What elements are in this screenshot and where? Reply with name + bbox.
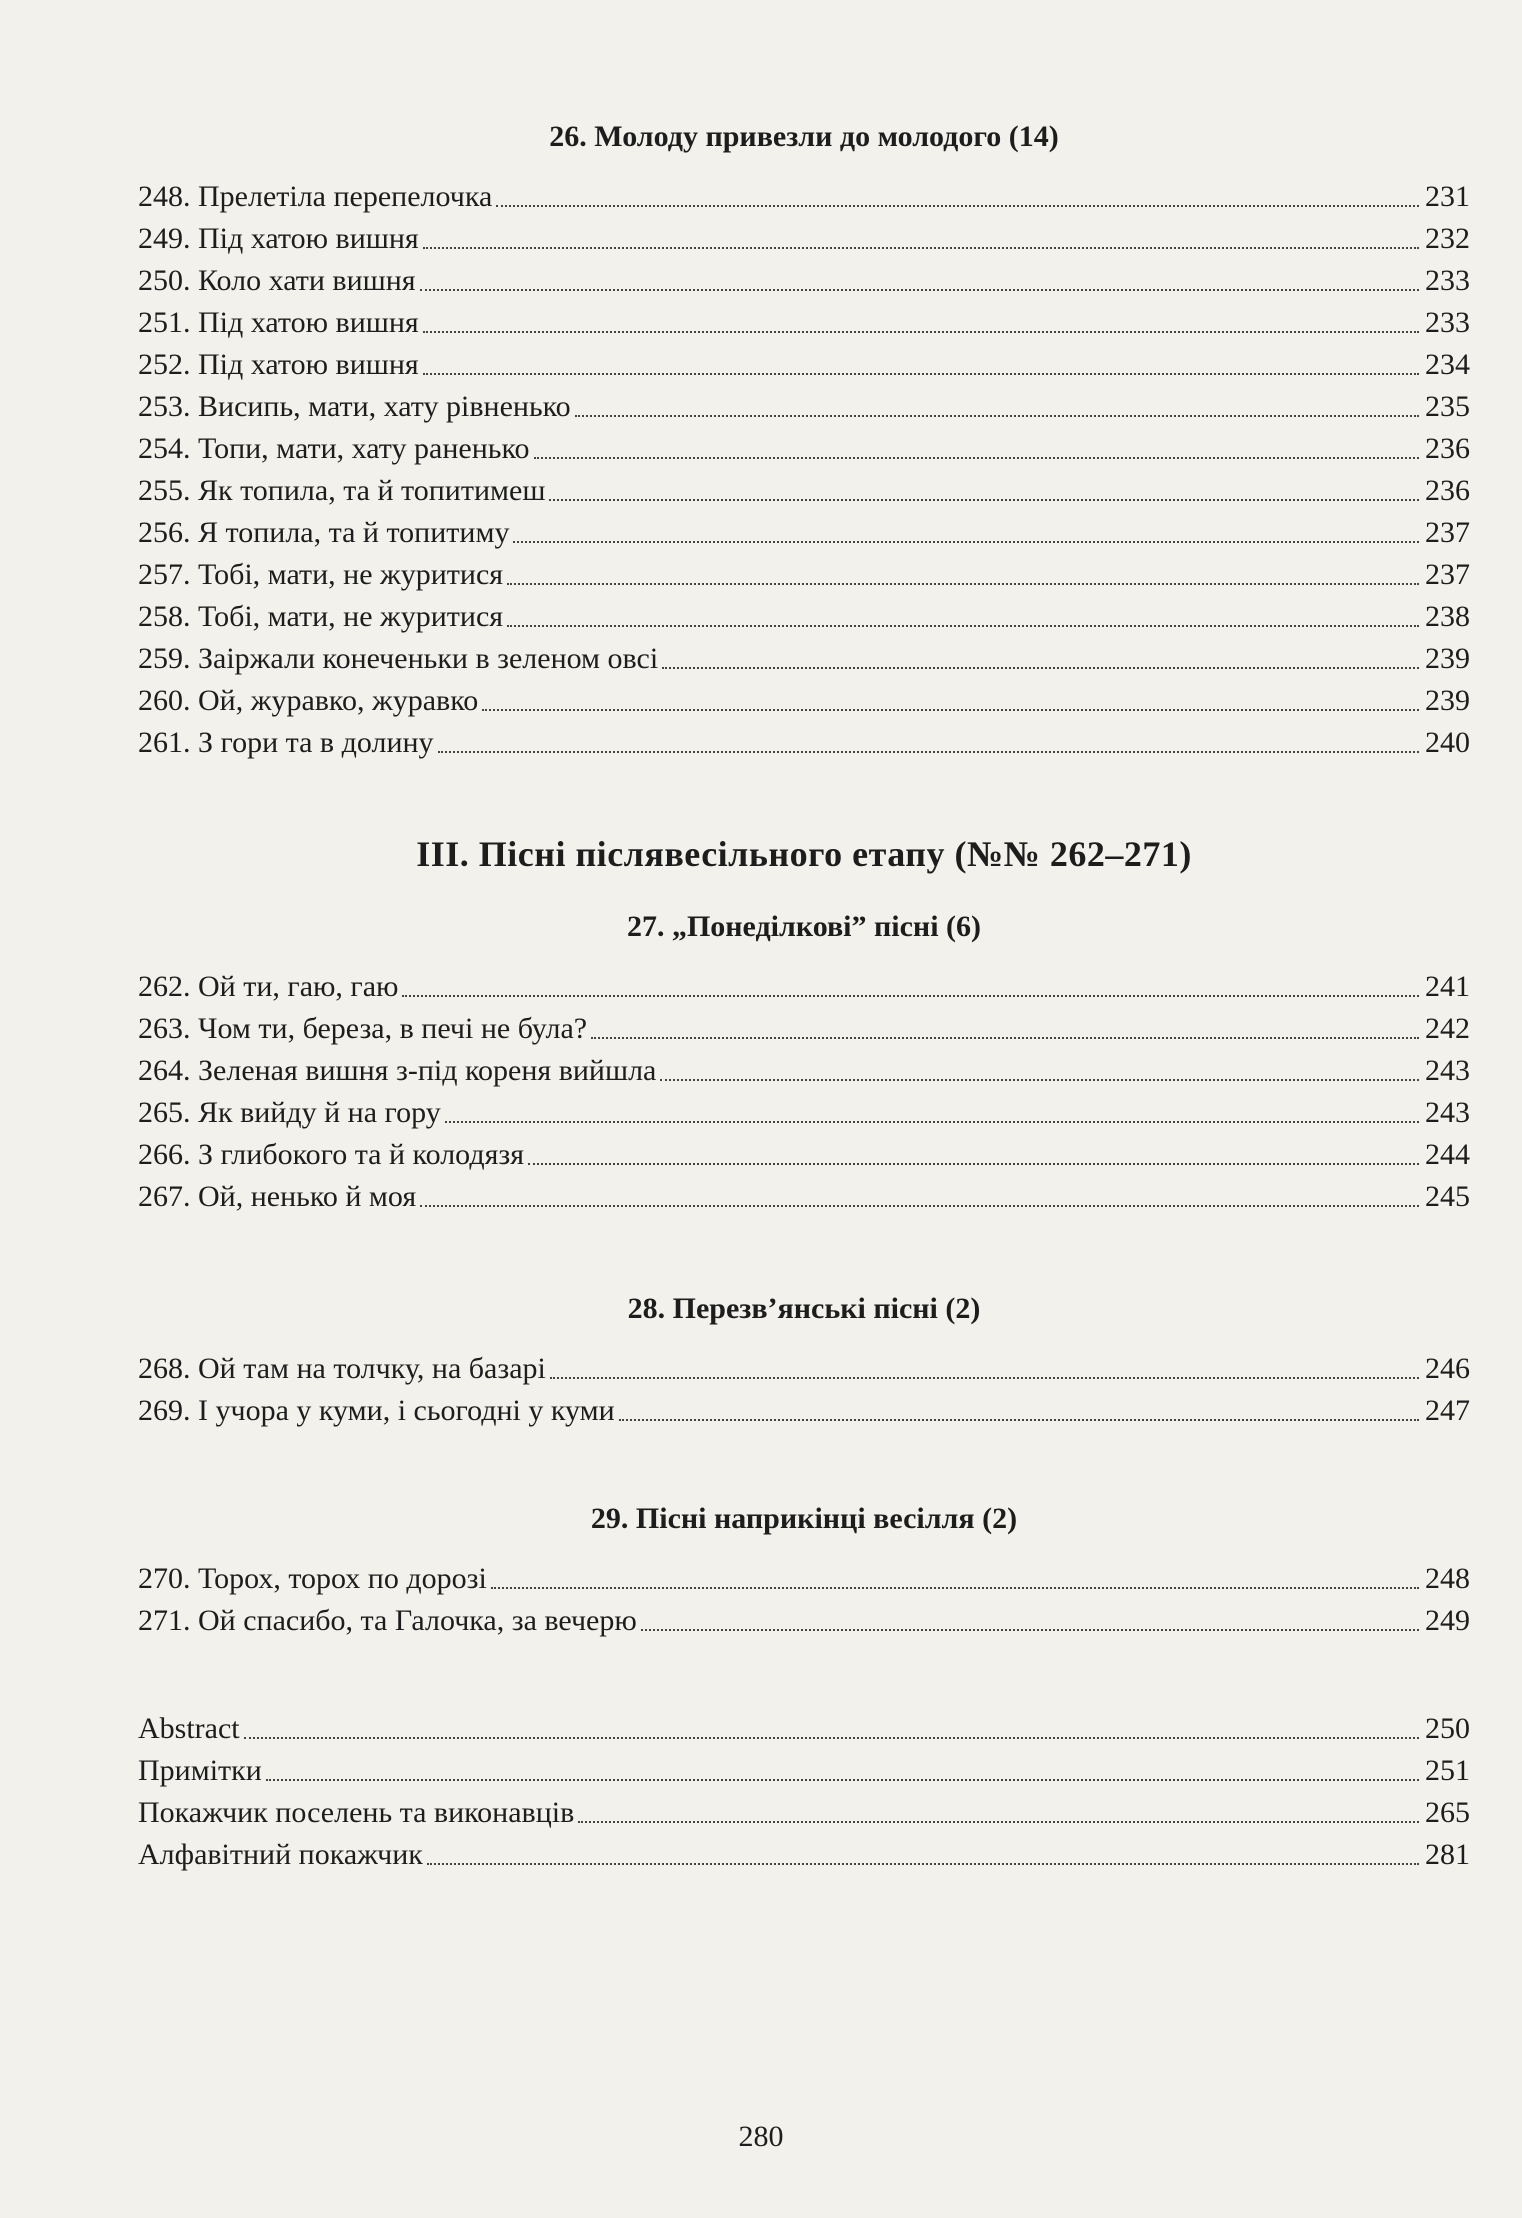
toc-entry-page: 265	[1425, 1796, 1470, 1829]
toc-entry-page: 246	[1425, 1352, 1470, 1385]
dot-leader	[507, 625, 1419, 627]
dot-leader	[244, 1737, 1419, 1739]
toc-entry	[138, 470, 1470, 512]
toc-entry-title: 248. Прелетіла перепелочка	[138, 180, 493, 213]
dot-leader	[641, 1629, 1419, 1631]
toc-entry-page: 242	[1425, 1012, 1470, 1045]
toc-entry-page: 241	[1425, 970, 1470, 1003]
toc-entry-page: 249	[1425, 1604, 1470, 1637]
dot-leader	[549, 499, 1419, 501]
toc-entry	[138, 176, 1470, 218]
toc-entry	[138, 1834, 1470, 1876]
dot-leader	[420, 289, 1419, 291]
toc-entry-title: Примітки	[138, 1754, 262, 1787]
toc-entry-title: 251. Під хатою вишня	[138, 306, 419, 339]
toc-entry	[138, 1348, 1470, 1390]
toc-entry-page: 236	[1425, 474, 1470, 507]
toc-entry-page: 237	[1425, 558, 1470, 591]
toc-entry-page: 245	[1425, 1180, 1470, 1213]
toc-entry	[138, 302, 1470, 344]
dot-leader	[427, 1863, 1419, 1865]
toc-entry	[138, 1792, 1470, 1834]
toc-entry	[138, 1708, 1470, 1750]
toc-entry-title: 253. Висипь, мати, хату рівненько	[138, 390, 571, 423]
toc-entry-title: 259. Заіржали конеченьки в зеленом овсі	[138, 642, 659, 675]
toc-list	[138, 1708, 1470, 1876]
toc-entry	[138, 386, 1470, 428]
toc-entry-page: 233	[1425, 306, 1470, 339]
toc-entry	[138, 966, 1470, 1008]
toc-entry-page: 244	[1425, 1138, 1470, 1171]
dot-leader	[534, 457, 1420, 459]
toc-entry	[138, 1050, 1470, 1092]
dot-leader	[591, 1037, 1419, 1039]
toc-entry	[138, 512, 1470, 554]
dot-leader	[528, 1163, 1419, 1165]
toc-entry-page: 248	[1425, 1562, 1470, 1595]
section-heading: 29. Пісні наприкінці весілля (2)	[590, 1502, 1018, 1535]
dot-leader	[420, 1205, 1419, 1207]
toc-entry	[138, 1092, 1470, 1134]
section-heading: 28. Перезв’янські пісні (2)	[627, 1292, 981, 1325]
dot-leader	[619, 1419, 1419, 1421]
toc-list	[138, 1558, 1470, 1642]
dot-leader	[438, 751, 1419, 753]
dot-leader	[575, 415, 1419, 417]
toc-entry-title: 249. Під хатою вишня	[138, 222, 419, 255]
toc-entry	[138, 1750, 1470, 1792]
toc-list	[138, 966, 1470, 1218]
toc-entry-title: 269. І учора у куми, і сьогодні у куми	[138, 1394, 615, 1427]
toc-entry-title: 250. Коло хати вишня	[138, 264, 416, 297]
toc-entry	[138, 722, 1470, 764]
toc-entry	[138, 638, 1470, 680]
toc-entry-page: 243	[1425, 1096, 1470, 1129]
toc-entry-title: 261. З гори та в долину	[138, 726, 434, 759]
toc-list	[138, 1348, 1470, 1432]
toc-entry-page: 236	[1425, 432, 1470, 465]
dot-leader	[402, 995, 1419, 997]
toc-entry-title: 262. Ой ти, гаю, гаю	[138, 970, 399, 1003]
dot-leader	[491, 1587, 1419, 1589]
dot-leader	[507, 583, 1419, 585]
toc-entry	[138, 1176, 1470, 1218]
toc-entry-page: 240	[1425, 726, 1470, 759]
toc-entry-title: Алфавітний покажчик	[138, 1838, 423, 1871]
toc-entry-page: 231	[1425, 180, 1470, 213]
toc-entry-title: 264. Зеленая вишня з-під кореня вийшла	[138, 1054, 657, 1087]
dot-leader	[482, 709, 1419, 711]
part-heading: ІІІ. Пісні післявесільного етапу (№№ 262–271)	[416, 834, 1192, 874]
toc-entry-page: 234	[1425, 348, 1470, 381]
toc-entry-title: 252. Під хатою вишня	[138, 348, 419, 381]
toc-list	[138, 176, 1470, 764]
toc-entry-title: Покажчик поселень та виконавців	[138, 1796, 575, 1829]
dot-leader	[423, 247, 1419, 249]
section-heading: 27. „Понеділкові” пісні (6)	[626, 910, 982, 943]
dot-leader	[513, 541, 1419, 543]
toc-entry	[138, 596, 1470, 638]
toc-entry-title: 267. Ой, ненько й моя	[138, 1180, 417, 1213]
toc-entry	[138, 260, 1470, 302]
toc-entry-title: 254. Топи, мати, хату раненько	[138, 432, 530, 465]
dot-leader	[423, 331, 1419, 333]
toc-entry	[138, 680, 1470, 722]
toc-entry-page: 238	[1425, 600, 1470, 633]
toc-entry-page: 251	[1425, 1754, 1470, 1787]
section-heading: 26. Молоду привезли до молодого (14)	[549, 120, 1059, 153]
toc-entry-page: 239	[1425, 642, 1470, 675]
toc-content	[138, 116, 1470, 1876]
dot-leader	[423, 373, 1419, 375]
toc-entry-title: 270. Торох, торох по дорозі	[138, 1562, 487, 1595]
toc-entry	[138, 344, 1470, 386]
dot-leader	[662, 667, 1419, 669]
dot-leader	[550, 1377, 1419, 1379]
toc-entry-page: 239	[1425, 684, 1470, 717]
toc-entry	[138, 1558, 1470, 1600]
toc-entry	[138, 1134, 1470, 1176]
toc-entry-title: 263. Чом ти, береза, в печі не була?	[138, 1012, 588, 1045]
toc-entry-page: 247	[1425, 1394, 1470, 1427]
toc-entry-title: 256. Я топила, та й топитиму	[138, 516, 510, 549]
toc-entry-title: 266. З глибокого та й колодязя	[138, 1138, 525, 1171]
toc-entry-page: 232	[1425, 222, 1470, 255]
toc-entry	[138, 428, 1470, 470]
toc-entry-page: 250	[1425, 1712, 1470, 1745]
dot-leader	[445, 1121, 1419, 1123]
toc-entry-title: 257. Тобі, мати, не журитися	[138, 558, 504, 591]
toc-entry-title: 271. Ой спасибо, та Галочка, за вечерю	[138, 1604, 637, 1637]
toc-entry-page: 235	[1425, 390, 1470, 423]
toc-entry-page: 281	[1425, 1838, 1470, 1871]
toc-entry	[138, 1600, 1470, 1642]
toc-entry-page: 237	[1425, 516, 1470, 549]
toc-entry-title: 258. Тобі, мати, не журитися	[138, 600, 504, 633]
dot-leader	[660, 1079, 1419, 1081]
toc-entry-page: 233	[1425, 264, 1470, 297]
toc-entry-page: 243	[1425, 1054, 1470, 1087]
toc-entry	[138, 218, 1470, 260]
toc-entry-title: 265. Як вийду й на гору	[138, 1096, 441, 1129]
dot-leader	[578, 1821, 1419, 1823]
toc-entry-title: 260. Ой, журавко, журавко	[138, 684, 479, 717]
toc-entry	[138, 554, 1470, 596]
toc-entry-title: 268. Ой там на толчку, на базарі	[138, 1352, 546, 1385]
toc-entry	[138, 1008, 1470, 1050]
toc-entry-title: 255. Як топила, та й топитимеш	[138, 474, 546, 507]
dot-leader	[266, 1779, 1419, 1781]
toc-entry-title: Abstract	[138, 1712, 240, 1745]
page-number: 280	[738, 2120, 784, 2153]
toc-entry	[138, 1390, 1470, 1432]
dot-leader	[496, 205, 1419, 207]
